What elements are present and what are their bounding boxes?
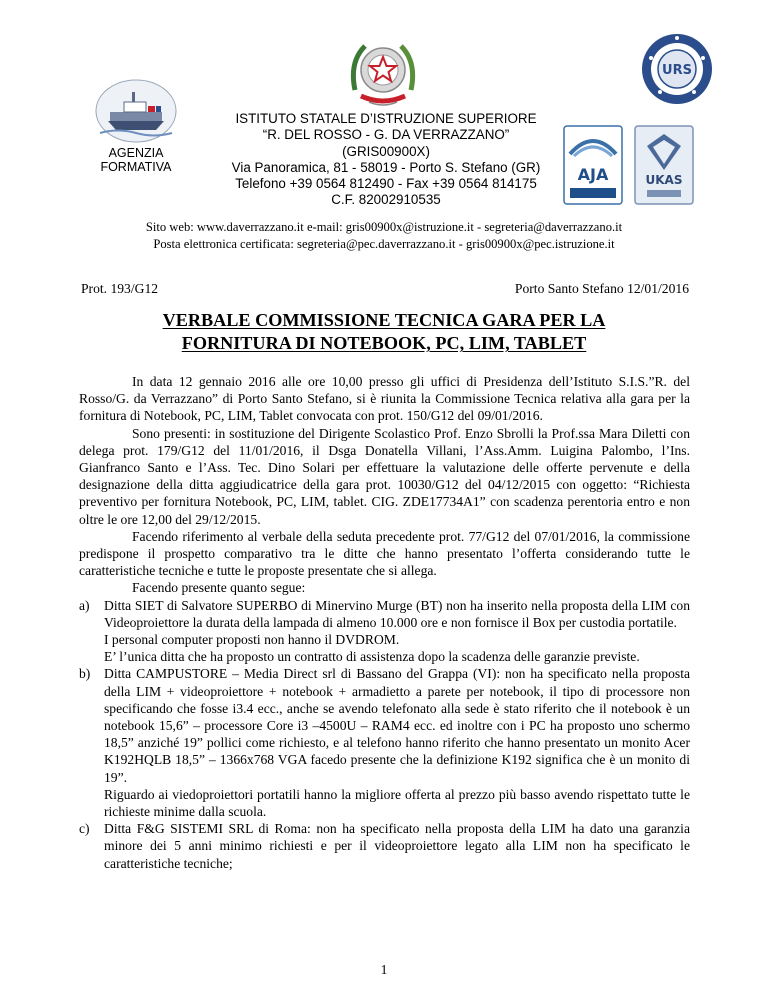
- urs-seal: [640, 32, 714, 106]
- urs-text: URS: [662, 63, 692, 78]
- agency-logo: [94, 78, 178, 144]
- title-line: FORNITURA DI NOTEBOOK, PC, LIM, TABLET: [181, 333, 587, 353]
- list-item-text: Ditta F&G SISTEMI SRL di Roma: non ha specificato nella proposta della LIM ha dato una garanzia minore dei 5 anni minimo richiesti e per il videoproiettore legato alla LIM non ha specificato le caratteristiche tecniche;: [104, 821, 690, 871]
- institute-code: (GRIS00900X): [342, 143, 430, 159]
- list-item-note: Riguardo ai viedoproiettori portatili hanno la migliore offerta al prezzo più basso avendo rispettato tutte le richieste minime dalla scuola.: [104, 786, 690, 820]
- list-item: [79, 597, 690, 666]
- title-line: VERBALE COMMISSIONE TECNICA GARA PER LA: [162, 310, 606, 330]
- institute-phone-fax: Telefono +39 0564 812490 - Fax +39 0564 814175: [235, 176, 537, 192]
- list-item-text: Ditta SIET di Salvatore SUPERBO di Minervino Murge (BT) non ha inserito nella proposta della LIM con Videoproiettore la durata della lampada di almeno 10.000 ore e non fornisce il Box per custodia portatile.: [104, 597, 690, 630]
- agency-label-line: AGENZIA: [108, 146, 164, 160]
- paragraph: Sono presenti: in sostituzione del Dirigente Scolastico Prof. Enzo Sbrolli la Prof.ssa Mara Diletti con delega prot. 179/G12 del 11/01/2016, il Dsga Donatella Villani, l’Ass.Amm. Luigina Palombo, l’Ins. Gianfranco Santo e l’Ass. Tec. Dino Solari per effettuare la valutazione delle offerte pervenute e della designazione della ditta aggiudicatrice della gara prot. 10030/G12 del 04/12/2015 con oggetto: “Richiesta preventivo per fornitura Notebook, PC, LIM, tablet. CIG. ZDE17734A1” con scadenza perentoria entro e non oltre le ore 12,00 del 29/12/2015.: [79, 425, 690, 527]
- institute-name: ISTITUTO STATALE D’ISTRUZIONE SUPERIORE: [235, 111, 537, 126]
- contact-info: [60, 219, 708, 253]
- institute-info: [190, 111, 582, 209]
- findings-list: [79, 597, 690, 872]
- list-item-note: I personal computer proposti non hanno il DVDROM.: [104, 632, 400, 648]
- place-date: Porto Santo Stefano 12/01/2016: [514, 281, 689, 296]
- list-item: [79, 820, 690, 872]
- list-item-text: Ditta CAMPUSTORE – Media Direct srl di Bassano del Grappa (VI): non ha specificato nella proposta della LIM + videoproiettore + notebook + armadietto a parete per notebook, il tipo di processore non specificando che fosse i3.4 ecc., anche se avendo telefonato alla sede è stato riferito che il notebook è un notebook 15,6” – processore Core i3 –4500U – RAM4 ecc. ed inoltre con i PC ha proposto uno schermo 18,5” anziché 19” pollici come richiesto, e al telefono hanno riferito che hanno presentato un monito Acer K192HQLB 18,5” – 1366x768 VGA facedo presente che la definizione K192 significa che è un monito di 19”.: [104, 666, 690, 785]
- republic-emblem: [347, 32, 419, 112]
- agency-label-line: FORMATIVA: [100, 160, 172, 174]
- list-marker: b): [79, 666, 91, 682]
- contact-pec: Posta elettronica certificata: segreteria@pec.daverrazzano.it - gris00900x@pec.istruzione.it: [153, 237, 615, 251]
- list-item: [79, 665, 690, 820]
- agency-label: [84, 146, 188, 174]
- page-number: 1: [380, 962, 388, 977]
- institute-fiscal-code: C.F. 82002910535: [331, 192, 441, 208]
- ukas-text: UKAS: [645, 173, 683, 187]
- institute-subtitle: “R. DEL ROSSO - G. DA VERRAZZANO”: [262, 127, 510, 143]
- document-body: [79, 373, 690, 872]
- institute-address: Via Panoramica, 81 - 58019 - Porto S. Stefano (GR): [231, 159, 541, 175]
- protocol-number: Prot. 193/G12: [81, 281, 159, 296]
- contact-web-email: Sito web: www.daverrazzano.it e-mail: gris00900x@istruzione.it - segreteria@daverrazzano.it: [145, 220, 623, 234]
- list-marker: c): [79, 821, 90, 837]
- paragraph: In data 12 gennaio 2016 alle ore 10,00 presso gli uffici di Presidenza dell’Istituto S.I.S.”R. del Rosso/G. da Verrazzano” di Porto Santo Stefano, si è riunita la Commissione Tecnica relativa alla gara per la fornitura di Notebook, PC, LIM, Tablet convocata con prot. 150/G12 del 09/01/2016.: [79, 374, 690, 424]
- aja-text: AJA: [577, 165, 609, 184]
- list-item-note: E’ l’unica ditta che ha proposto un contratto di assistenza dopo la scadenza delle garanzie previste.: [104, 649, 640, 665]
- ukas-logo: [633, 124, 695, 206]
- list-marker: a): [79, 597, 90, 613]
- document-title: [90, 309, 678, 355]
- aja-logo: [562, 124, 624, 206]
- paragraph: Facendo presente quanto segue:: [132, 580, 306, 596]
- paragraph: Facendo riferimento al verbale della seduta precedente prot. 77/G12 del 07/01/2016, la commissione predispone il prospetto comparativo tra le ditte che hanno presentato l’offerta considerando tutte le caratteristiche tecniche e tutte le proposte presentate che si allega.: [79, 528, 690, 579]
